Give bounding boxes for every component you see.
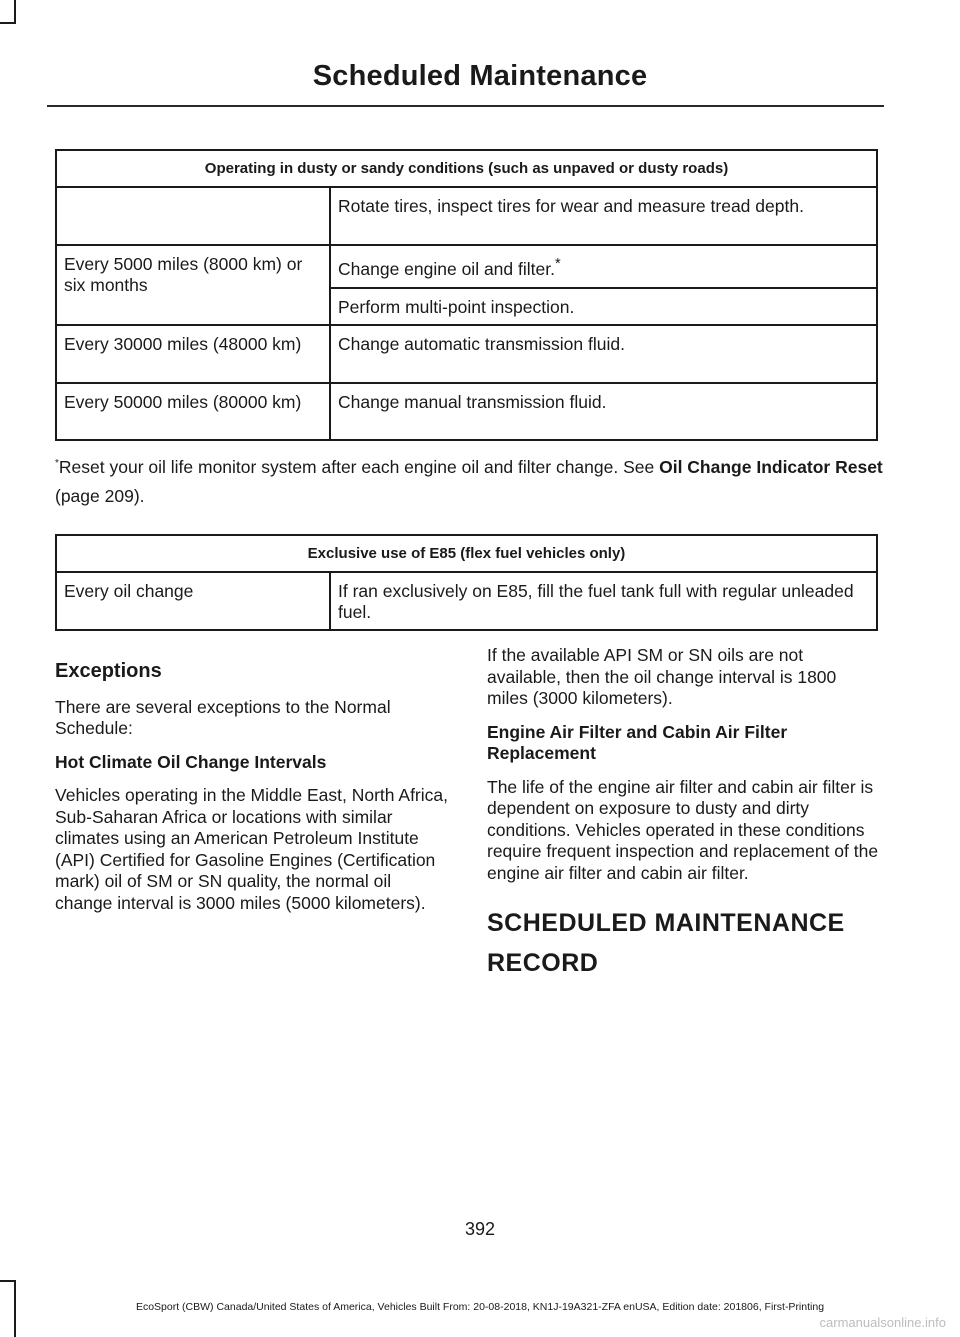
crop-mark — [0, 22, 16, 24]
watermark: carmanualsonline.info — [819, 1315, 946, 1330]
action-cell: Perform multi-point inspection. — [330, 288, 877, 325]
footnote-mark: * — [55, 458, 59, 469]
e85-table — [55, 534, 878, 631]
left-column — [55, 645, 448, 926]
footnote-mark: * — [554, 256, 561, 272]
footnote-text: Reset your oil life monitor system after each engine oil and filter change. See — [58, 456, 660, 477]
exceptions-intro: There are several exceptions to the Normal Schedule: — [55, 696, 391, 738]
page-title: Scheduled Maintenance — [312, 60, 648, 92]
interval-cell: Every 50000 miles (80000 km) — [56, 383, 330, 440]
table-footnote — [55, 449, 885, 511]
dusty-conditions-table — [55, 149, 878, 441]
page-reference: (page 209). — [55, 485, 145, 506]
table-row — [56, 383, 877, 440]
table-row — [56, 187, 877, 245]
action-text: Change engine oil and filter. — [338, 258, 555, 279]
api-oil-text: If the available API SM or SN oils are not available, then the oil change interval is 1800 miles (3000 kilometers). — [487, 645, 837, 708]
page-number: 392 — [464, 1219, 496, 1239]
table-title: Exclusive use of E85 (flex fuel vehicles only) — [56, 535, 877, 572]
action-cell: Rotate tires, inspect tires for wear and measure tread depth. — [330, 187, 877, 245]
table-row — [56, 325, 877, 383]
maintenance-record-heading — [487, 908, 880, 978]
maintenance-record-heading-line2: RECORD — [487, 949, 599, 977]
action-cell: If ran exclusively on E85, fill the fuel tank full with regular unleaded fuel. — [330, 572, 877, 630]
crop-mark — [14, 0, 16, 22]
action-cell: Change manual transmission fluid. — [330, 383, 877, 440]
title-divider — [47, 105, 884, 107]
air-filter-heading: Engine Air Filter and Cabin Air Filter Replacement — [487, 721, 788, 763]
interval-cell: Every 5000 miles (8000 km) or six months — [56, 245, 330, 325]
table-row — [56, 572, 877, 630]
hot-climate-text: Vehicles operating in the Middle East, North Africa, Sub-Saharan Africa or locations with similar climates using an American Petroleum Institute (API) Certified for Gasoline Engines (Certification mark) oil of SM or SN quality, the normal oil change interval is 3000 miles (5000 kilometers). — [55, 785, 448, 913]
footer-text: EcoSport (CBW) Canada/United States of America, Vehicles Built From: 20-08-2018, KN1J-19A321-ZFA enUSA, Edition date: 201806, First-Printing — [135, 1301, 825, 1313]
table-row — [56, 245, 877, 288]
exceptions-heading: Exceptions — [55, 660, 162, 682]
interval-cell: Every oil change — [56, 572, 330, 630]
action-cell — [330, 245, 877, 288]
interval-cell: Every 30000 miles (48000 km) — [56, 325, 330, 383]
maintenance-record-heading-line1: SCHEDULED MAINTENANCE — [487, 909, 845, 937]
action-cell: Change automatic transmission fluid. — [330, 325, 877, 383]
oil-change-indicator-reset-link[interactable]: Oil Change Indicator Reset — [659, 456, 883, 477]
air-filter-text: The life of the engine air filter and cabin air filter is dependent on exposure to dusty and dirty conditions. Vehicles operated in these conditions require frequent inspection and replacement of the engine air filter and cabin air filter. — [487, 776, 879, 883]
right-column — [487, 645, 880, 978]
crop-mark — [0, 1280, 16, 1282]
hot-climate-heading: Hot Climate Oil Change Intervals — [55, 751, 327, 772]
table-title: Operating in dusty or sandy conditions (such as unpaved or dusty roads) — [56, 150, 877, 187]
interval-cell — [56, 187, 330, 245]
